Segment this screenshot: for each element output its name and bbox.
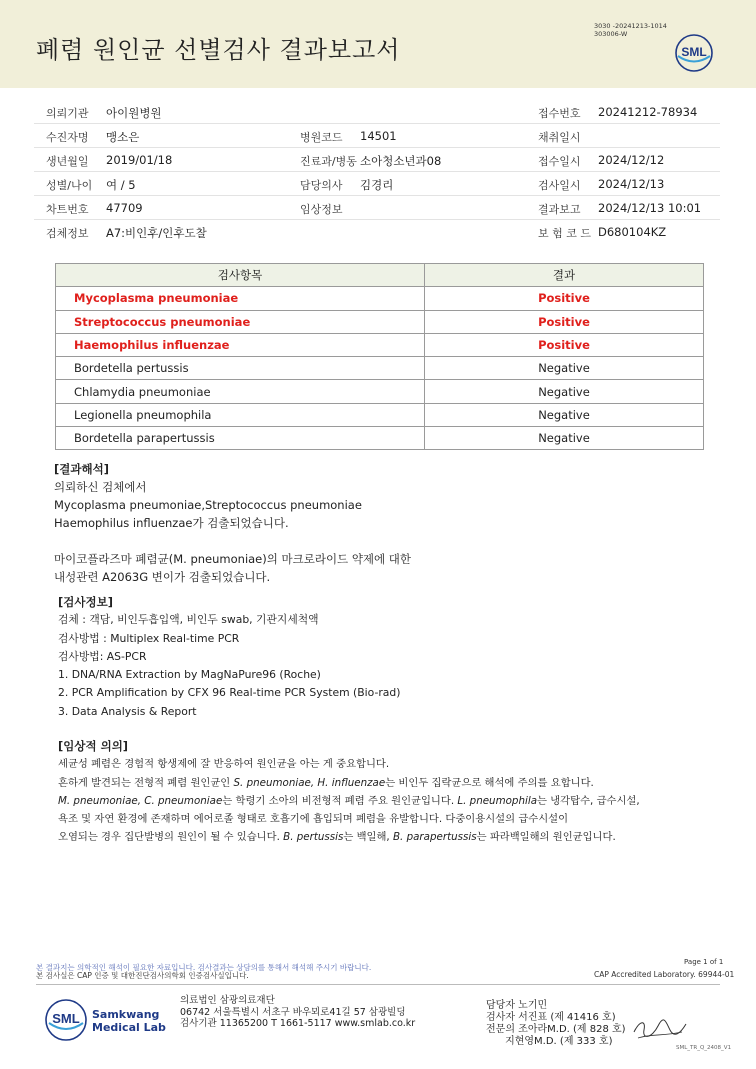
info-row	[34, 172, 720, 196]
report-code-line2: 303006-W	[594, 30, 628, 38]
test-item-name: Bordetella parapertussis	[56, 427, 425, 450]
test-date-label: 검사일시	[538, 179, 581, 192]
test-info-line: 2. PCR Amplification by CFX 96 Real-time PCR System (Bio-rad)	[58, 686, 401, 700]
org-address: 06742 서울특별시 서초구 바우뫼로41길 57 삼광빌딩	[180, 1006, 406, 1018]
sml-footer-logo-text: SML	[52, 1011, 80, 1026]
test-info-section	[58, 593, 400, 721]
specimen-label: 검체정보	[46, 227, 89, 240]
test-item-name: Haemophilus influenzae	[56, 333, 425, 356]
sml-footer-logo-icon	[44, 998, 88, 1042]
clinical-line	[58, 828, 640, 846]
staff-specialist: 지현영M.D. (제 333 호)	[486, 1036, 613, 1047]
test-info-line: 1. DNA/RNA Extraction by MagNaPure96 (Roche)	[58, 668, 321, 682]
interpretation-line: 내성관련 A2063G 변이가 검출되었습니다.	[54, 570, 271, 584]
info-row	[34, 220, 720, 244]
table-row	[56, 310, 704, 333]
test-item-result: Positive	[425, 310, 704, 333]
test-item-name: Streptococcus pneumoniae	[56, 310, 425, 333]
interpretation-line: Haemophilus influenzae가 검출되었습니다.	[54, 516, 289, 530]
report-code-line1: 3030 -20241213-1014	[594, 22, 667, 30]
report-header	[0, 0, 756, 88]
test-item-name: Bordetella pertussis	[56, 357, 425, 380]
clinical-line: 세균성 폐렴은 경험적 항생제에 잘 반응하여 원인균을 아는 게 중요합니다.	[58, 758, 390, 771]
column-header-result: 결과	[425, 264, 704, 287]
cap-accreditation: CAP Accredited Laboratory. 69944-01	[594, 970, 735, 979]
staff-tester: 검사자 서진표 (제 41416 호)	[486, 1012, 616, 1023]
dept-label: 진료과/병동	[300, 155, 357, 168]
collect-date-label: 채취일시	[538, 131, 581, 144]
clinical-line	[58, 774, 640, 792]
insurance-value: D680104KZ	[598, 225, 667, 239]
org-name: 의료법인 삼광의료재단	[180, 995, 275, 1006]
interpretation-line: 마이코플라즈마 폐렴균(M. pneumoniae)의 마크로라이드 약제에 대한	[54, 552, 412, 566]
test-info-line: 검사방법: AS-PCR	[58, 649, 147, 663]
clinical-significance-section	[58, 737, 640, 847]
clinical-line	[58, 792, 640, 810]
info-row	[34, 100, 720, 124]
staff-contact: 담당자 노기민	[486, 1000, 548, 1011]
report-date-value: 2024/12/13 10:01	[598, 201, 702, 215]
test-item-result: Negative	[425, 403, 704, 426]
clinical-label: 임상정보	[300, 203, 343, 216]
clinical-line: 욕조 및 자연 환경에 존재하며 에어로졸 형태로 호흡기에 흡입되며 폐렴을 유발합니다. 다중이용시설의 급수시설이	[58, 813, 569, 826]
form-version: SML_TR_Q_2408_V1	[676, 1045, 732, 1051]
page-number: Page 1 of 1	[684, 958, 724, 966]
clinical-text: 는 냉각탑수, 급수시설,	[537, 794, 640, 807]
interpretation-line: 의뢰하신 검체에서	[54, 480, 147, 494]
clinical-text: 흔하게 발견되는 전형적 폐렴 원인균인	[58, 776, 234, 789]
report-code	[594, 22, 667, 38]
info-row	[34, 148, 720, 172]
lab-brand-line1: Samkwang	[92, 1008, 160, 1021]
lab-organization-info	[180, 995, 415, 1030]
footer-certification: 본 검사실은 CAP 인증 및 대한진단검사의학회 인증검사실입니다.	[36, 971, 249, 980]
organism-name: M. pneumoniae, C. pneumoniae	[58, 794, 223, 807]
organism-name: S. pneumoniae, H. influenzae	[233, 776, 386, 789]
receipt-no-value: 20241212-78934	[598, 105, 698, 119]
lab-brand-line2: Medical Lab	[92, 1021, 166, 1034]
table-row	[56, 403, 704, 426]
patient-value: 맹소은	[106, 130, 140, 144]
birth-value: 2019/01/18	[106, 153, 173, 167]
hospital-code-value: 14501	[360, 129, 397, 143]
specimen-value: A7:비인후/인후도찰	[106, 226, 207, 240]
clinical-heading: [임상적 의의]	[58, 739, 129, 753]
test-item-result: Negative	[425, 380, 704, 403]
receipt-date-label: 접수일시	[538, 155, 581, 168]
dept-value: 소아청소년과08	[360, 154, 442, 168]
sml-logo-text: SML	[681, 45, 707, 59]
staff-specialist: 전문의 조아라M.D. (제 828 호)	[486, 1024, 626, 1035]
table-row	[56, 427, 704, 450]
test-item-name: Legionella pneumophila	[56, 403, 425, 426]
footer-disclaimer: 본 결과지는 의학적인 해석이 필요한 자료입니다. 검사결과는 상담의를 통해서 해석해 주시기 바랍니다.	[36, 963, 372, 972]
info-row	[34, 124, 720, 148]
hospital-code-label: 병원코드	[300, 131, 343, 144]
doctor-value: 김경리	[360, 178, 394, 192]
doctor-label: 담당의사	[300, 179, 343, 192]
sex-age-value: 여 / 5	[106, 178, 136, 192]
organism-name: L. pneumophila	[457, 794, 538, 807]
test-info-line: 검체 : 객담, 비인두흡입액, 비인두 swab, 기관지세척액	[58, 613, 319, 627]
test-item-result: Negative	[425, 427, 704, 450]
interpretation-line: Mycoplasma pneumoniae,Streptococcus pneumoniae	[54, 498, 362, 512]
clinical-text: 는 파라백일해의 원인균입니다.	[476, 831, 616, 844]
report-date-label: 결과보고	[538, 203, 581, 216]
info-row	[34, 196, 720, 220]
lab-brand-name	[92, 1008, 166, 1034]
test-date-value: 2024/12/13	[598, 177, 665, 191]
table-row	[56, 287, 704, 310]
test-info-line: 검사방법 : Multiplex Real-time PCR	[58, 631, 240, 645]
results-header-row	[56, 264, 704, 287]
table-row	[56, 357, 704, 380]
birth-label: 생년월일	[46, 155, 89, 168]
table-row	[56, 380, 704, 403]
clinical-text: 오염되는 경우 집단발병의 원인이 될 수 있습니다.	[58, 831, 284, 844]
test-item-result: Positive	[425, 287, 704, 310]
lab-staff-info	[486, 1000, 626, 1048]
test-info-line: 3. Data Analysis & Report	[58, 704, 197, 718]
test-item-name: Mycoplasma pneumoniae	[56, 287, 425, 310]
clinical-text: 는 백일해,	[343, 831, 393, 844]
institution-label: 의뢰기관	[46, 107, 89, 120]
signature-icon	[630, 1012, 690, 1044]
organism-name: B. parapertussis	[392, 831, 477, 844]
receipt-no-label: 접수번호	[538, 107, 581, 120]
clinical-text: 는 비인두 집락균으로 해석에 주의를 요합니다.	[385, 776, 594, 789]
chart-no-label: 차트번호	[46, 203, 89, 216]
organism-name: B. pertussis	[283, 831, 344, 844]
insurance-label: 보 험 코 드	[538, 227, 591, 240]
chart-no-value: 47709	[106, 201, 143, 215]
org-contact: 검사기관 11365200 T 1661-5117 www.smlab.co.kr	[180, 1018, 416, 1029]
receipt-date-value: 2024/12/12	[598, 153, 665, 167]
test-item-result: Positive	[425, 333, 704, 356]
table-row	[56, 333, 704, 356]
sex-age-label: 성별/나이	[46, 179, 93, 192]
report-title: 폐렴 원인균 선별검사 결과보고서	[36, 36, 401, 64]
test-item-result: Negative	[425, 357, 704, 380]
results-table	[55, 263, 704, 450]
interpretation-section	[54, 460, 411, 586]
test-item-name: Chlamydia pneumoniae	[56, 380, 425, 403]
test-info-heading: [검사정보]	[58, 595, 113, 609]
institution-value: 아이원병원	[106, 106, 162, 120]
interpretation-heading: [결과해석]	[54, 462, 109, 476]
sml-logo-icon	[674, 33, 714, 73]
footer-divider	[36, 984, 720, 985]
clinical-text: 는 학령기 소아의 비전형적 폐렴 주요 원인균입니다.	[222, 794, 458, 807]
patient-label: 수진자명	[46, 131, 89, 144]
column-header-item: 검사항목	[56, 264, 425, 287]
